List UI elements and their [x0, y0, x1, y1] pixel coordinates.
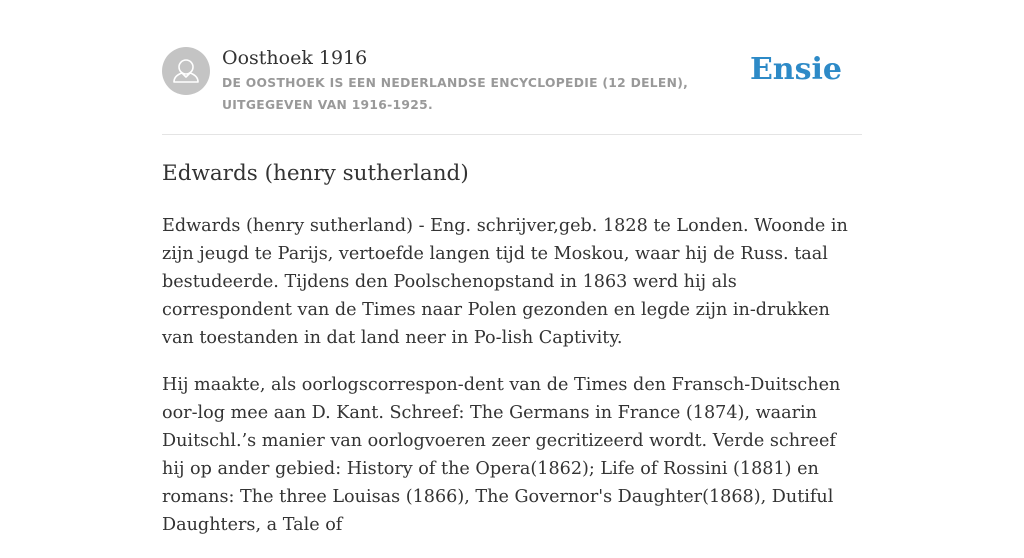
- article-paragraph: Hij maakte, als oorlogscorrespon-dent van de Times den Fransch-Duitschen oor-log mee aan D. Kant. Schreef: The Germans in France (1874), waarin Duitschl.’s manier van oorlogvoeren zeer gecritizeerd wordt. Verde schreef hij op ander gebied: History of the Opera(1862); Life of Rossini (1881) en romans: The three Louisas (1866), The Governor's Daughter(1868), Dutiful Daughters, a Tale of: [162, 375, 841, 535]
- page-content: [162, 0, 862, 535]
- article-paragraph: Edwards (henry sutherland) - Eng. schrijver,geb. 1828 te Londen. Woonde in zijn jeugd te Parijs, vertoefde langen tijd te Moskou, waar hij de Russ. taal bestudeerde. Tijdens den Poolschenopstand in 1863 werd hij als correspondent van de Times naar Polen gezonden en legde zijn in-drukken van toestanden in dat land neer in Po-lish Captivity.: [162, 216, 848, 348]
- source-header: [162, 0, 862, 135]
- source-title[interactable]: Oosthoek 1916: [222, 47, 368, 69]
- user-icon: [162, 47, 210, 95]
- source-description: DE OOSTHOEK IS EEN NEDERLANDSE ENCYCLOPEDIE (12 DELEN), UITGEGEVEN VAN 1916-1925.: [222, 76, 689, 112]
- avatar[interactable]: [162, 47, 210, 95]
- article-title: Edwards (henry sutherland): [162, 161, 469, 186]
- ensie-logo[interactable]: Ensie: [749, 52, 842, 87]
- article-body: [162, 212, 862, 558]
